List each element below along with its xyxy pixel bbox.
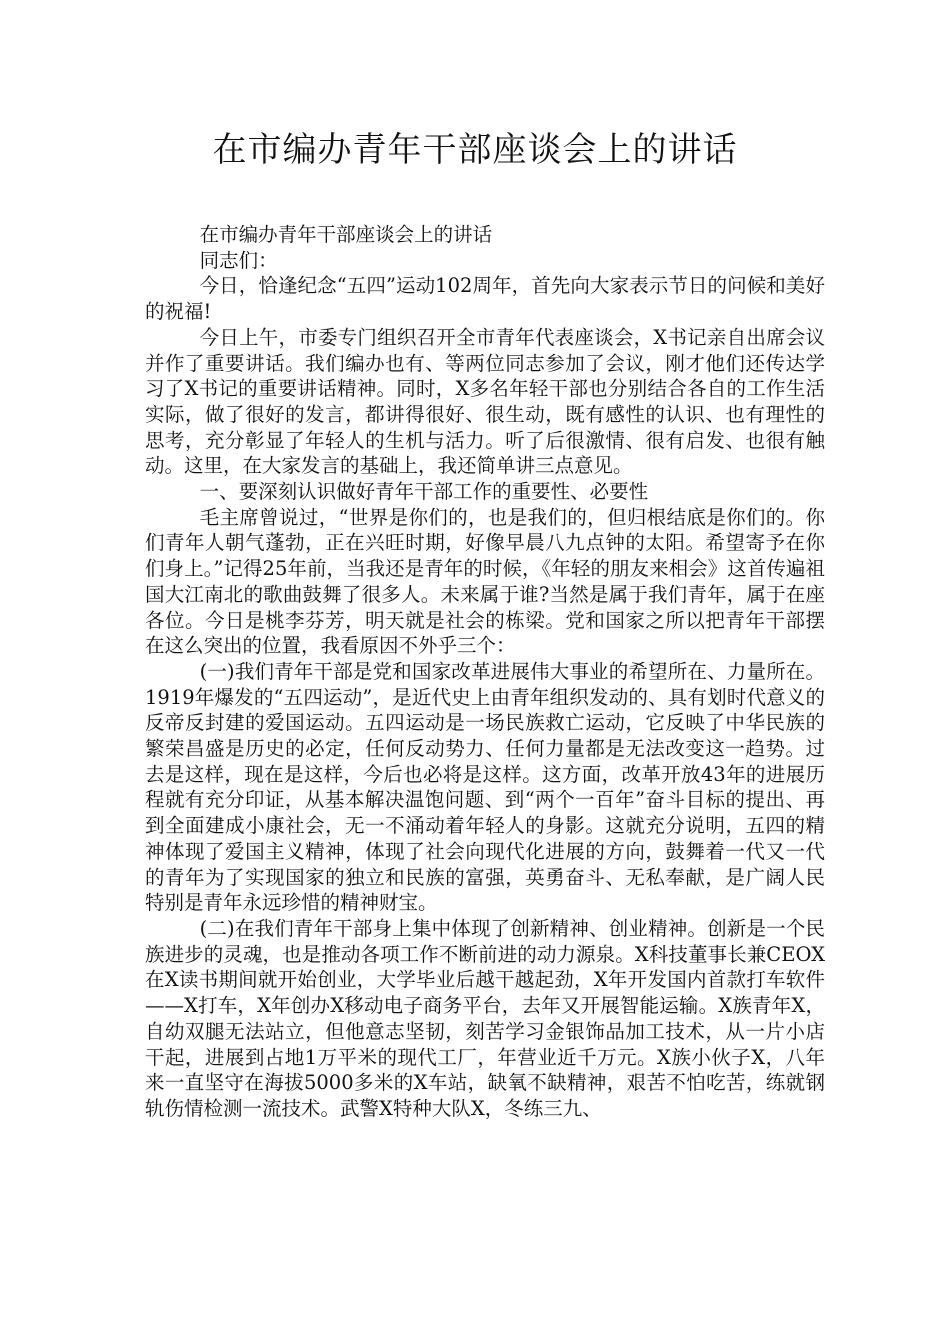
body-paragraph: 今日，恰逢纪念“五四”运动102周年，首先向大家表示节日的问候和美好的祝福!	[145, 274, 825, 324]
salutation-paragraph: 同志们：	[199, 248, 278, 272]
body-paragraph: 毛主席曾说过，“世界是你们的，也是我们的，但归根结底是你们的。你们青年人朝气蓬勃，正在兴旺时期，好像早晨八九点钟的太阳。希望寄予在你们身上。”记得25年前，当我还是青年的时候，《年轻的朋友来相会》这首传遍祖国大江南北的歌曲鼓舞了很多人。未来属于谁?当然是属于我们青年，属于在座各位。今日是桃李芬芳，明天就是社会的栋梁。党和国家之所以把青年干部摆在这么突出的位置，我看原因不外乎三个：	[145, 505, 825, 658]
subtitle-paragraph: 在市编办青年干部座谈会上的讲话	[199, 223, 493, 246]
body-paragraph: 今日上午，市委专门组织召开全市青年代表座谈会，X书记亲自出席会议并作了重要讲话。我们编办也有、等两位同志参加了会议，刚才他们还传达学习了X书记的重要讲话精神。同时，X多名年轻干部也分别结合各自的工作生活实际，做了很好的发言，都讲得很好、很生动，既有感性的认识、也有理性的思考，充分彰显了年轻人的生机与活力。听了后很激情、很有启发、也很有触动。这里，在大家发言的基础上，我还简单讲三点意见。	[145, 325, 825, 478]
document-title: 在市编办青年干部座谈会上的讲话	[212, 130, 738, 170]
body-paragraph: (二)在我们青年干部身上集中体现了创新精神、创业精神。创新是一个民族进步的灵魂，也是推动各项工作不断前进的动力源泉。X科技董事长兼CEOX在X读书期间就开始创业，大学毕业后越干越起劲，X年开发国内首款打车软件——X打车，X年创办X移动电子商务平台，去年又开展智能运输。X族青年X，自幼双腿无法站立，但他意志坚韧，刻苦学习金银饰品加工技术，从一片小店干起，进展到占地1万平米的现代工厂，年营业近千万元。X族小伙子X，八年来一直坚守在海拔5000多米的X车站，缺氧不缺精神，艰苦不怕吃苦，练就钢轨伤情检测一流技术。武警X特种大队X，冬练三九、	[145, 916, 825, 1120]
body-paragraph: (一)我们青年干部是党和国家改革进展伟大事业的希望所在、力量所在。1919年爆发的“五四运动”，是近代史上由青年组织发动的、具有划时代意义的反帝反封建的爱国运动。五四运动是一场民族救亡运动，它反映了中华民族的繁荣昌盛是历史的必定，任何反动势力、任何力量都是无法改变这一趋势。过去是这样，现在是这样，今后也必将是这样。这方面，改革开放43年的进展历程就有充分印证，从基本解决温饱问题、到“两个一百年”奋斗目标的提出、再到全面建成小康社会，无一不涌动着年轻人的身影。这就充分说明，五四的精神体现了爱国主义精神，体现了社会向现代化进展的方向，鼓舞着一代又一代的青年为了实现国家的独立和民族的富强，英勇奋斗、无私奉献，是广阔人民特别是青年永远珍惜的精神财宝。	[145, 659, 825, 915]
document-body	[145, 222, 825, 1122]
section-heading: 一、要深刻认识做好青年干部工作的重要性、必要性	[199, 480, 649, 504]
